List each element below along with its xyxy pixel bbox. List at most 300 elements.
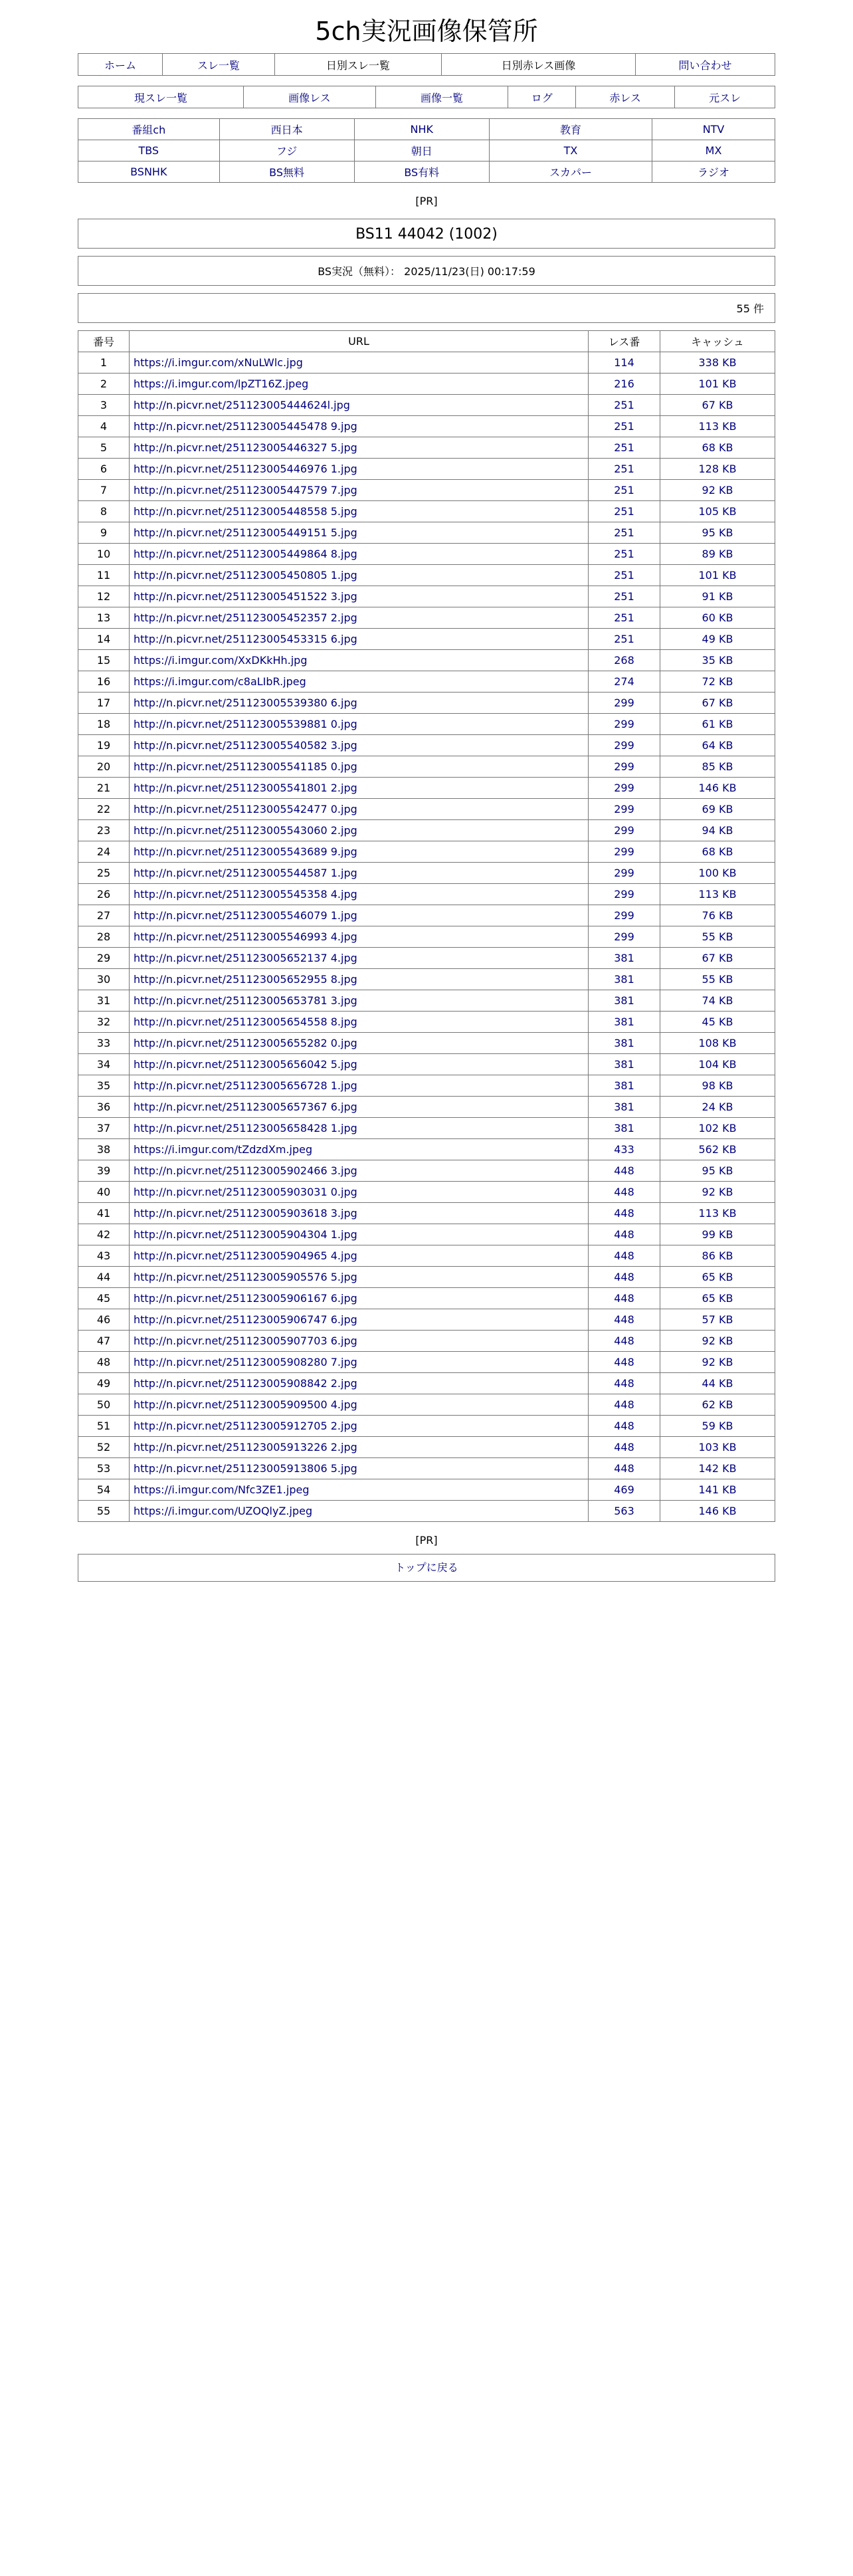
table-row (78, 820, 775, 841)
image-url-link[interactable]: http://n.picvr.net/251123005653781 3.jpg (134, 994, 357, 1007)
nav-log-link[interactable]: ログ (531, 91, 553, 104)
cache-link[interactable]: 49 KB (702, 633, 733, 645)
cache-link[interactable]: 102 KB (698, 1122, 737, 1134)
nav-home-link[interactable]: ホーム (104, 58, 137, 72)
res-number-link[interactable]: 299 (614, 782, 634, 794)
row-res-cell (589, 1501, 660, 1522)
cache-link[interactable]: 128 KB (698, 463, 737, 475)
cache-link[interactable]: 113 KB (698, 888, 737, 901)
res-number-link[interactable]: 381 (614, 1016, 634, 1028)
res-number-link[interactable]: 274 (614, 675, 634, 688)
cache-link[interactable]: 65 KB (702, 1271, 733, 1283)
cache-link[interactable]: 44 KB (702, 1377, 733, 1390)
image-url-link[interactable]: http://n.picvr.net/251123005539881 0.jpg (134, 718, 357, 730)
res-number-link[interactable]: 299 (614, 760, 634, 773)
table-row (78, 437, 775, 459)
row-url-cell (130, 565, 589, 586)
cache-link[interactable]: 101 KB (698, 569, 737, 582)
cache-link[interactable]: 45 KB (702, 1016, 733, 1028)
cache-link[interactable]: 101 KB (698, 377, 737, 390)
cache-link[interactable]: 74 KB (702, 994, 733, 1007)
res-number-link[interactable]: 448 (614, 1249, 634, 1262)
image-url-link[interactable]: https://i.imgur.com/c8aLIbR.jpeg (134, 675, 306, 688)
res-number-link[interactable]: 299 (614, 739, 634, 752)
channel-cell[interactable] (354, 119, 489, 140)
res-number-link[interactable]: 299 (614, 824, 634, 837)
res-number-link[interactable]: 251 (614, 611, 634, 624)
image-url-link[interactable]: http://n.picvr.net/251123005913226 2.jpg (134, 1441, 357, 1453)
res-number-link[interactable]: 251 (614, 399, 634, 411)
image-url-link[interactable]: http://n.picvr.net/251123005543060 2.jpg (134, 824, 357, 837)
cache-link[interactable]: 68 KB (702, 845, 733, 858)
cache-link[interactable]: 86 KB (702, 1249, 733, 1262)
row-res-cell (589, 629, 660, 650)
channel-link[interactable]: TBS (138, 144, 159, 157)
row-res-cell (589, 1182, 660, 1203)
res-number-link[interactable]: 299 (614, 867, 634, 879)
res-number-link[interactable]: 448 (614, 1313, 634, 1326)
image-url-link[interactable]: http://n.picvr.net/251123005539380 6.jpg (134, 697, 357, 709)
res-number-link[interactable]: 251 (614, 505, 634, 518)
res-number-link[interactable]: 251 (614, 569, 634, 582)
cache-link[interactable]: 104 KB (698, 1058, 737, 1071)
row-url-cell (130, 905, 589, 926)
nav-image-res-link[interactable]: 画像レス (288, 91, 331, 104)
cache-link[interactable]: 72 KB (702, 675, 733, 688)
res-number-link[interactable]: 299 (614, 930, 634, 943)
table-row (78, 1479, 775, 1501)
nav-log[interactable] (508, 86, 576, 108)
image-url-link[interactable]: http://n.picvr.net/251123005656042 5.jpg (134, 1058, 357, 1071)
channel-link[interactable]: 番組ch (132, 124, 166, 136)
cache-link[interactable]: 95 KB (702, 1164, 733, 1177)
row-cache-cell (660, 629, 775, 650)
image-url-link[interactable]: https://i.imgur.com/XxDKkHh.jpg (134, 654, 308, 667)
cache-link[interactable]: 92 KB (702, 1356, 733, 1368)
row-cache-cell (660, 1012, 775, 1033)
table-row (78, 352, 775, 374)
row-res-cell (589, 969, 660, 990)
table-row (78, 1352, 775, 1373)
back-to-top-link[interactable]: トップに戻る (395, 1561, 458, 1574)
row-cache-cell (660, 352, 775, 374)
res-number-link[interactable]: 381 (614, 1058, 634, 1071)
nav-current-threads-link[interactable]: 現スレ一覧 (134, 91, 188, 104)
channel-cell[interactable] (652, 140, 775, 161)
row-url-cell (130, 416, 589, 437)
image-url-link[interactable]: http://n.picvr.net/251123005450805 1.jpg (134, 569, 357, 582)
image-url-link[interactable]: http://n.picvr.net/251123005543689 9.jpg (134, 845, 357, 858)
nav-image-list-link[interactable]: 画像一覧 (421, 91, 464, 104)
table-row (78, 544, 775, 565)
channel-cell[interactable] (489, 161, 652, 183)
image-url-link[interactable]: http://n.picvr.net/251123005909500 4.jpg (134, 1398, 357, 1411)
nav-image-list[interactable] (375, 86, 508, 108)
channel-link[interactable]: NTV (702, 123, 725, 136)
channel-cell[interactable] (489, 119, 652, 140)
image-url-link[interactable]: http://n.picvr.net/251123005540582 3.jpg (134, 739, 357, 752)
cache-link[interactable]: 113 KB (698, 420, 737, 433)
row-number: 35 (78, 1075, 130, 1097)
image-url-link[interactable]: https://i.imgur.com/UZOQlyZ.jpeg (134, 1505, 313, 1517)
res-number-link[interactable]: 448 (614, 1271, 634, 1283)
res-number-link[interactable]: 381 (614, 1101, 634, 1113)
table-row (78, 756, 775, 778)
row-url-cell (130, 671, 589, 693)
res-number-link[interactable]: 448 (614, 1377, 634, 1390)
cache-link[interactable]: 59 KB (702, 1420, 733, 1432)
image-url-link[interactable]: http://n.picvr.net/251123005906747 6.jpg (134, 1313, 357, 1326)
channel-cell[interactable] (354, 140, 489, 161)
image-url-link[interactable]: http://n.picvr.net/251123005448558 5.jpg (134, 505, 357, 518)
row-cache-cell (660, 841, 775, 863)
image-url-link[interactable]: http://n.picvr.net/251123005655282 0.jpg (134, 1037, 357, 1049)
image-url-link[interactable]: http://n.picvr.net/251123005545358 4.jpg (134, 888, 357, 901)
res-number-link[interactable]: 381 (614, 1079, 634, 1092)
channel-cell[interactable] (78, 119, 220, 140)
row-url-cell (130, 799, 589, 820)
row-number: 27 (78, 905, 130, 926)
res-number-link[interactable]: 433 (614, 1143, 634, 1156)
nav-daily-thread-list (274, 54, 442, 76)
thread-info: BS実況（無料）： 2025/11/23(日) 00:17:59 (78, 256, 775, 286)
res-number-link[interactable]: 251 (614, 441, 634, 454)
image-url-link[interactable]: http://n.picvr.net/251123005541801 2.jpg (134, 782, 357, 794)
cache-link[interactable]: 67 KB (702, 952, 733, 964)
row-number: 1 (78, 352, 130, 374)
row-url-cell (130, 629, 589, 650)
table-row (78, 607, 775, 629)
table-row (78, 522, 775, 544)
table-row (78, 714, 775, 735)
res-number-link[interactable]: 251 (614, 420, 634, 433)
cache-link[interactable]: 62 KB (702, 1398, 733, 1411)
nav-contact-link[interactable]: 問い合わせ (678, 58, 732, 72)
cache-link[interactable]: 89 KB (702, 548, 733, 560)
row-res-cell (589, 1075, 660, 1097)
cache-link[interactable]: 92 KB (702, 484, 733, 496)
table-row (78, 990, 775, 1012)
row-cache-cell (660, 1160, 775, 1182)
cache-link[interactable]: 55 KB (702, 973, 733, 986)
cache-link[interactable]: 69 KB (702, 803, 733, 815)
cache-link[interactable]: 562 KB (698, 1143, 737, 1156)
back-to-top[interactable] (78, 1554, 775, 1582)
res-number-link[interactable]: 216 (614, 377, 634, 390)
cache-link[interactable]: 113 KB (698, 1207, 737, 1220)
res-number-link[interactable]: 114 (614, 356, 634, 369)
image-url-link[interactable]: https://i.imgur.com/Nfc3ZE1.jpeg (134, 1483, 310, 1496)
row-res-cell (589, 1012, 660, 1033)
cache-link[interactable]: 85 KB (702, 760, 733, 773)
cache-link[interactable]: 338 KB (698, 356, 737, 369)
row-number: 16 (78, 671, 130, 693)
cache-link[interactable]: 92 KB (702, 1186, 733, 1198)
nav-home[interactable] (78, 54, 163, 76)
image-url-link[interactable]: http://n.picvr.net/251123005652955 8.jpg (134, 973, 357, 986)
row-number: 31 (78, 990, 130, 1012)
res-number-link[interactable]: 448 (614, 1228, 634, 1241)
table-row (78, 1160, 775, 1182)
res-number-link[interactable]: 448 (614, 1207, 634, 1220)
cache-link[interactable]: 67 KB (702, 399, 733, 411)
header-number: 番号 (78, 331, 130, 352)
image-url-link[interactable]: http://n.picvr.net/251123005446327 5.jpg (134, 441, 357, 454)
res-number-link[interactable]: 381 (614, 994, 634, 1007)
res-number-link[interactable]: 251 (614, 548, 634, 560)
row-cache-cell (660, 820, 775, 841)
row-number: 52 (78, 1437, 130, 1458)
row-url-cell (130, 1182, 589, 1203)
row-url-cell (130, 714, 589, 735)
image-url-link[interactable]: http://n.picvr.net/251123005913806 5.jpg (134, 1462, 357, 1475)
cache-link[interactable]: 57 KB (702, 1313, 733, 1326)
cache-link[interactable]: 55 KB (702, 930, 733, 943)
row-url-cell (130, 1479, 589, 1501)
cache-link[interactable]: 142 KB (698, 1462, 737, 1475)
cache-link[interactable]: 105 KB (698, 505, 737, 518)
table-row (78, 969, 775, 990)
image-url-link[interactable]: http://n.picvr.net/251123005912705 2.jpg (134, 1420, 357, 1432)
nav-current-threads[interactable] (78, 86, 244, 108)
image-url-link[interactable]: https://i.imgur.com/lpZT16Z.jpeg (134, 377, 309, 390)
row-number: 29 (78, 948, 130, 969)
image-url-link[interactable]: http://n.picvr.net/251123005906167 6.jpg (134, 1292, 357, 1305)
image-url-link[interactable]: http://n.picvr.net/251123005902466 3.jpg (134, 1164, 357, 1177)
res-number-link[interactable]: 299 (614, 909, 634, 922)
channel-link[interactable]: 教育 (559, 124, 581, 136)
cache-link[interactable]: 95 KB (702, 526, 733, 539)
cache-link[interactable]: 92 KB (702, 1335, 733, 1347)
channel-cell[interactable] (652, 119, 775, 140)
row-url-cell (130, 1203, 589, 1224)
row-number: 53 (78, 1458, 130, 1479)
image-url-link[interactable]: http://n.picvr.net/251123005546079 1.jpg (134, 909, 357, 922)
image-url-link[interactable]: http://n.picvr.net/251123005546993 4.jpg (134, 930, 357, 943)
image-url-link[interactable]: http://n.picvr.net/251123005541185 0.jpg (134, 760, 357, 773)
res-number-link[interactable]: 251 (614, 633, 634, 645)
row-number: 4 (78, 416, 130, 437)
res-number-link[interactable]: 448 (614, 1356, 634, 1368)
cache-link[interactable]: 60 KB (702, 611, 733, 624)
res-number-link[interactable]: 448 (614, 1186, 634, 1198)
channel-link[interactable]: BS有料 (404, 166, 440, 179)
row-number: 10 (78, 544, 130, 565)
row-cache-cell (660, 650, 775, 671)
nav-original-thread[interactable] (675, 86, 775, 108)
channel-cell[interactable] (219, 140, 354, 161)
res-number-link[interactable]: 299 (614, 718, 634, 730)
row-url-cell (130, 1012, 589, 1033)
res-number-link[interactable]: 251 (614, 463, 634, 475)
channel-link[interactable]: BSNHK (130, 165, 167, 178)
res-number-link[interactable]: 299 (614, 697, 634, 709)
cache-link[interactable]: 98 KB (702, 1079, 733, 1092)
image-url-link[interactable]: http://n.picvr.net/251123005444624l.jpg (134, 399, 350, 411)
image-url-link[interactable]: http://n.picvr.net/251123005654558 8.jpg (134, 1016, 357, 1028)
res-number-link[interactable]: 268 (614, 654, 634, 667)
res-number-link[interactable]: 448 (614, 1420, 634, 1432)
image-url-link[interactable]: http://n.picvr.net/251123005445478 9.jpg (134, 420, 357, 433)
channel-cell[interactable] (489, 140, 652, 161)
row-res-cell (589, 671, 660, 693)
res-number-link[interactable]: 381 (614, 1037, 634, 1049)
table-row (78, 1224, 775, 1245)
channel-cell[interactable] (78, 161, 220, 183)
image-url-link[interactable]: http://n.picvr.net/251123005657367 6.jpg (134, 1101, 357, 1113)
row-url-cell (130, 1033, 589, 1054)
cache-link[interactable]: 99 KB (702, 1228, 733, 1241)
nav-thread-list[interactable] (163, 54, 275, 76)
row-url-cell (130, 778, 589, 799)
res-number-link[interactable]: 299 (614, 845, 634, 858)
row-res-cell (589, 820, 660, 841)
image-url-link[interactable]: http://n.picvr.net/251123005903031 0.jpg (134, 1186, 357, 1198)
cache-link[interactable]: 64 KB (702, 739, 733, 752)
image-url-link[interactable]: http://n.picvr.net/251123005904965 4.jpg (134, 1249, 357, 1262)
channel-link[interactable]: ラジオ (698, 166, 730, 179)
image-url-link[interactable]: http://n.picvr.net/251123005652137 4.jpg (134, 952, 357, 964)
image-url-link[interactable]: https://i.imgur.com/xNuLWlc.jpg (134, 356, 303, 369)
res-number-link[interactable]: 563 (614, 1505, 634, 1517)
cache-link[interactable]: 94 KB (702, 824, 733, 837)
channel-link[interactable]: BS無料 (269, 166, 305, 179)
nav-red-res-link[interactable]: 赤レス (609, 91, 641, 104)
image-url-link[interactable]: http://n.picvr.net/251123005542477 0.jpg (134, 803, 357, 815)
image-url-link[interactable]: https://i.imgur.com/tZdzdXm.jpeg (134, 1143, 313, 1156)
res-number-link[interactable]: 448 (614, 1335, 634, 1347)
cache-link[interactable]: 146 KB (698, 782, 737, 794)
nav-original-thread-link[interactable]: 元スレ (709, 91, 741, 104)
table-row (78, 884, 775, 905)
res-number-link[interactable]: 381 (614, 952, 634, 964)
image-url-link[interactable]: http://n.picvr.net/251123005903618 3.jpg (134, 1207, 357, 1220)
table-row (78, 905, 775, 926)
row-cache-cell (660, 778, 775, 799)
image-url-link[interactable]: http://n.picvr.net/251123005905576 5.jpg (134, 1271, 357, 1283)
row-number: 18 (78, 714, 130, 735)
row-number: 46 (78, 1309, 130, 1331)
row-url-cell (130, 820, 589, 841)
table-row (78, 841, 775, 863)
row-url-cell (130, 1224, 589, 1245)
nav-red-res[interactable] (576, 86, 675, 108)
image-url-link[interactable]: http://n.picvr.net/251123005908280 7.jpg (134, 1356, 357, 1368)
channel-link[interactable]: 西日本 (270, 124, 303, 136)
image-url-link[interactable]: http://n.picvr.net/251123005658428 1.jpg (134, 1122, 357, 1134)
row-res-cell (589, 841, 660, 863)
res-number-link[interactable]: 448 (614, 1398, 634, 1411)
cache-link[interactable]: 67 KB (702, 697, 733, 709)
image-url-link[interactable]: http://n.picvr.net/251123005447579 7.jpg (134, 484, 357, 496)
row-url-cell (130, 1309, 589, 1331)
row-number: 20 (78, 756, 130, 778)
cache-link[interactable]: 108 KB (698, 1037, 737, 1049)
cache-link[interactable]: 35 KB (702, 654, 733, 667)
table-row (78, 671, 775, 693)
image-url-link[interactable]: http://n.picvr.net/251123005908842 2.jpg (134, 1377, 357, 1390)
channel-link[interactable]: スカパー (549, 166, 592, 179)
res-number-link[interactable]: 448 (614, 1441, 634, 1453)
res-number-link[interactable]: 381 (614, 973, 634, 986)
row-cache-cell (660, 522, 775, 544)
cache-link[interactable]: 100 KB (698, 867, 737, 879)
res-number-link[interactable]: 469 (614, 1483, 634, 1496)
row-url-cell (130, 948, 589, 969)
image-url-link[interactable]: http://n.picvr.net/251123005446976 1.jpg (134, 463, 357, 475)
row-res-cell (589, 1373, 660, 1394)
row-res-cell (589, 1352, 660, 1373)
cache-link[interactable]: 146 KB (698, 1505, 737, 1517)
channel-cell[interactable] (219, 161, 354, 183)
channel-cell[interactable] (219, 119, 354, 140)
cache-link[interactable]: 91 KB (702, 590, 733, 603)
row-url-cell (130, 1245, 589, 1267)
row-res-cell (589, 1203, 660, 1224)
image-url-link[interactable]: http://n.picvr.net/251123005544587 1.jpg (134, 867, 357, 879)
res-number-link[interactable]: 299 (614, 888, 634, 901)
channel-link[interactable]: MX (705, 144, 722, 157)
channel-cell[interactable] (354, 161, 489, 183)
cache-link[interactable]: 65 KB (702, 1292, 733, 1305)
row-cache-cell (660, 1352, 775, 1373)
res-number-link[interactable]: 448 (614, 1292, 634, 1305)
image-url-link[interactable]: http://n.picvr.net/251123005907703 6.jpg (134, 1335, 357, 1347)
res-number-link[interactable]: 381 (614, 1122, 634, 1134)
image-url-link[interactable]: http://n.picvr.net/251123005449864 8.jpg (134, 548, 357, 560)
res-number-link[interactable]: 448 (614, 1164, 634, 1177)
channel-link[interactable]: フジ (276, 145, 298, 158)
cache-link[interactable]: 141 KB (698, 1483, 737, 1496)
nav-image-res[interactable] (244, 86, 375, 108)
res-number-link[interactable]: 299 (614, 803, 634, 815)
image-url-link[interactable]: http://n.picvr.net/251123005451522 3.jpg (134, 590, 357, 603)
cache-link[interactable]: 24 KB (702, 1101, 733, 1113)
table-row (78, 1182, 775, 1203)
res-number-link[interactable]: 251 (614, 590, 634, 603)
nav-contact[interactable] (635, 54, 775, 76)
channel-cell[interactable] (652, 161, 775, 183)
row-res-cell (589, 437, 660, 459)
row-number: 51 (78, 1416, 130, 1437)
channel-cell[interactable] (78, 140, 220, 161)
nav-thread-list-link[interactable]: スレ一覧 (197, 58, 240, 72)
row-cache-cell (660, 799, 775, 820)
row-res-cell (589, 586, 660, 607)
table-row (78, 565, 775, 586)
cache-link[interactable]: 68 KB (702, 441, 733, 454)
channel-link[interactable]: 朝日 (411, 145, 432, 158)
channel-link[interactable]: TX (563, 144, 578, 157)
channel-link[interactable]: NHK (410, 123, 434, 136)
table-row (78, 1012, 775, 1033)
channel-nav (78, 118, 775, 183)
row-url-cell (130, 437, 589, 459)
cache-link[interactable]: 61 KB (702, 718, 733, 730)
res-number-link[interactable]: 251 (614, 484, 634, 496)
image-url-link[interactable]: http://n.picvr.net/251123005453315 6.jpg (134, 633, 357, 645)
res-number-link[interactable]: 251 (614, 526, 634, 539)
cache-link[interactable]: 103 KB (698, 1441, 737, 1453)
table-row (78, 374, 775, 395)
image-url-link[interactable]: http://n.picvr.net/251123005904304 1.jpg (134, 1228, 357, 1241)
image-url-link[interactable]: http://n.picvr.net/251123005449151 5.jpg (134, 526, 357, 539)
image-url-link[interactable]: http://n.picvr.net/251123005452357 2.jpg (134, 611, 357, 624)
site-title: 5ch実況画像保管所 (315, 17, 538, 46)
res-number-link[interactable]: 448 (614, 1462, 634, 1475)
cache-link[interactable]: 76 KB (702, 909, 733, 922)
image-url-link[interactable]: http://n.picvr.net/251123005656728 1.jpg (134, 1079, 357, 1092)
